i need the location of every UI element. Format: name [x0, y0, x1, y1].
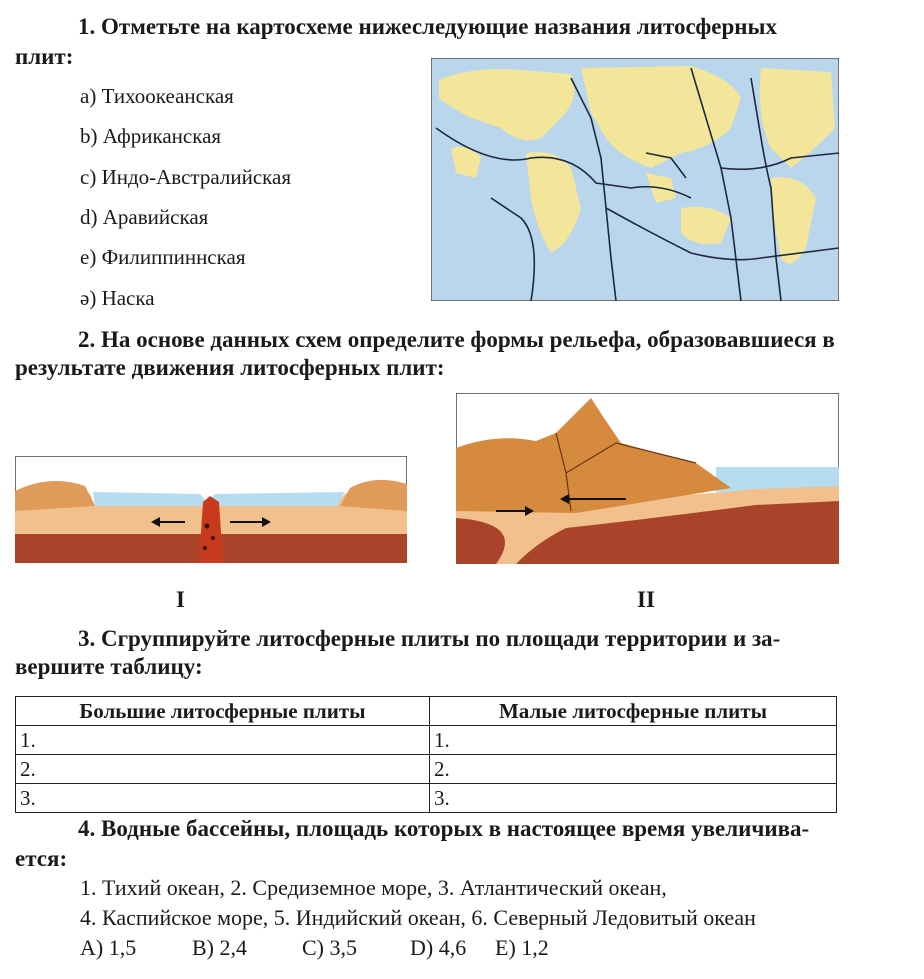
q1-option-f: ә) Наска: [80, 286, 155, 310]
q4-text-line2: 4. Каспийское море, 5. Индийский океан, 6. Северный Ледовитый океан: [80, 905, 756, 930]
answer-e[interactable]: E) 1,2: [495, 935, 549, 960]
q1-option-d: d) Аравийская: [80, 205, 209, 229]
table-row: [16, 755, 837, 784]
col-large-header: Большие литосферные плиты: [16, 697, 430, 726]
q4-text-line1: 1. Тихий океан, 2. Средиземное море, 3. Атлантический океан,: [80, 875, 667, 900]
diagram-label-ii: II: [637, 587, 655, 612]
q1-option-a: а) Тихоокеанская: [80, 84, 234, 108]
answer-d[interactable]: D) 4,6: [410, 935, 467, 960]
diagram-convergent-boundary: [456, 393, 839, 564]
large-plate-cell[interactable]: 3.: [16, 784, 430, 813]
q1-option-b: b) Африканская: [80, 124, 222, 148]
answer-c[interactable]: C) 3,5: [302, 935, 357, 960]
q4-heading-line1: 4. Водные бассейны, площадь которых в настоящее время увеличива-: [78, 816, 810, 841]
q1-option-e: е) Филиппиннская: [80, 245, 246, 269]
q3-heading-line2: вершите таблицу:: [15, 654, 203, 679]
q1-heading-line1: 1. Отметьте на картосхеме нижеследующие названия литосферных: [78, 14, 777, 39]
diagram-label-i: I: [176, 587, 185, 612]
diagram-divergent-boundary: [15, 456, 407, 563]
large-plate-cell[interactable]: 2.: [16, 755, 430, 784]
q3-heading-line1: 3. Сгруппируйте литосферные плиты по площади территории и за-: [78, 626, 781, 651]
q1-heading-line2: плит:: [15, 44, 74, 69]
table-row: [16, 784, 837, 813]
small-plate-cell[interactable]: 2.: [430, 755, 837, 784]
small-plate-cell[interactable]: 3.: [430, 784, 837, 813]
answer-a[interactable]: A) 1,5: [80, 935, 137, 960]
q4-heading-line2: ется:: [15, 846, 68, 871]
q2-heading-line2: результате движения литосферных плит:: [15, 355, 445, 380]
table-row: [16, 726, 837, 755]
plate-map-image: [431, 58, 839, 301]
col-small-header: Малые литосферные плиты: [430, 697, 837, 726]
large-plate-cell[interactable]: 1.: [16, 726, 430, 755]
q2-heading-line1: 2. На основе данных схем определите формы рельефа, образовавшиеся в: [78, 327, 835, 352]
plates-table: [15, 696, 837, 813]
answer-b[interactable]: B) 2,4: [192, 935, 247, 960]
small-plate-cell[interactable]: 1.: [430, 726, 837, 755]
q1-option-c: с) Индо-Австралийская: [80, 165, 292, 189]
